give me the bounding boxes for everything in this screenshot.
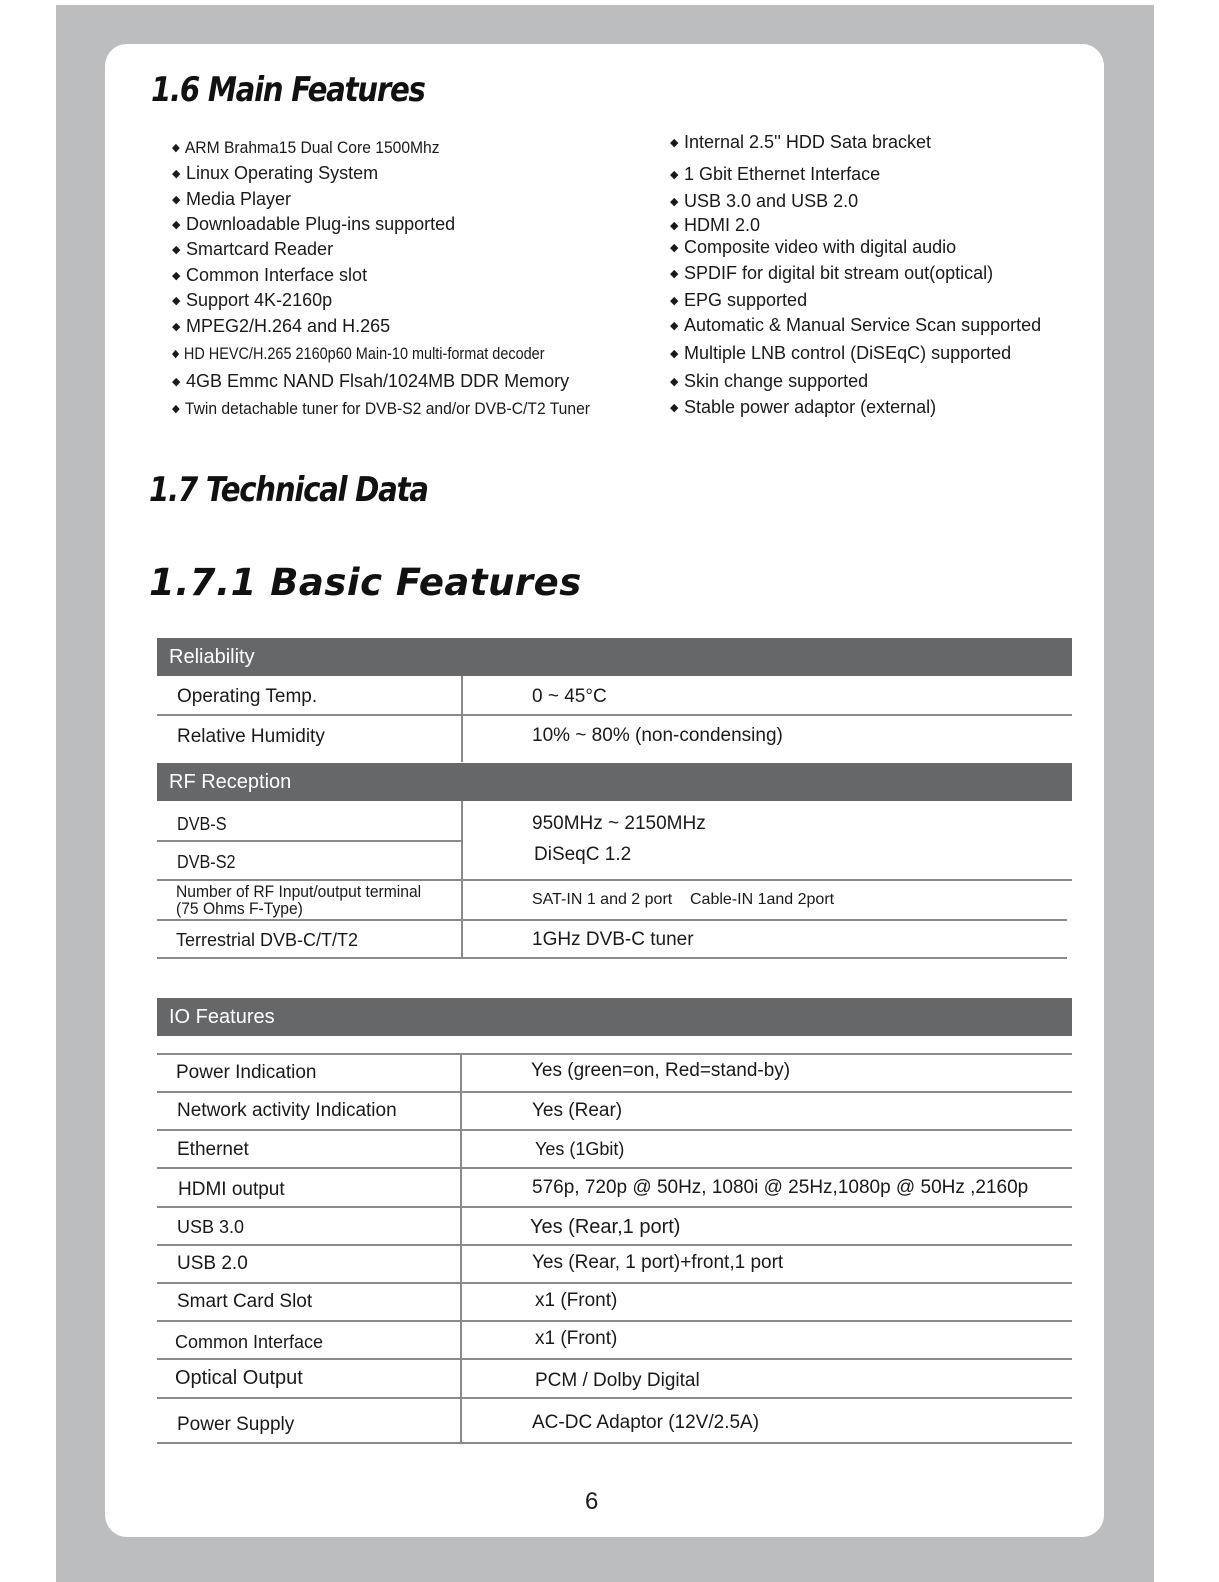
rf-terminal-label: Number of RF Input/output terminal (75 Ohms F-Type): [176, 882, 422, 918]
table-row: [157, 1131, 1072, 1169]
row-divider: [157, 840, 462, 842]
row-value: Yes (Rear,1 port): [530, 1216, 681, 1238]
row-label: Optical Output: [175, 1367, 303, 1389]
row-label: Common Interface: [175, 1332, 324, 1352]
bullet-icon: ◆: [172, 376, 181, 388]
table-row: [157, 1360, 1072, 1399]
row-value: 10% ~ 80% (non-condensing): [532, 725, 783, 746]
terrestrial-value: 1GHz DVB-C tuner: [532, 929, 694, 950]
bullet-icon: ◆: [670, 376, 679, 388]
list-item: ◆ Smartcard Reader: [172, 239, 334, 259]
page-number: 6: [585, 1488, 599, 1515]
list-item: ◆ Common Interface slot: [172, 265, 368, 285]
list-item: ◆ ARM Brahma15 Dual Core 1500Mhz: [172, 138, 440, 157]
main-features-title: 1.6 Main Features: [151, 70, 425, 110]
bullet-icon: ◆: [670, 196, 679, 208]
terrestrial-label: Terrestrial DVB-C/T/T2: [176, 930, 359, 950]
column-divider: [461, 801, 463, 959]
bullet-icon: ◆: [172, 168, 181, 180]
row-value: Yes (Rear, 1 port)+front,1 port: [532, 1252, 784, 1273]
list-item: ◆ HD HEVC/H.265 2160p60 Main-10 multi-format decoder: [172, 344, 545, 363]
diseqc-value: DiSeqC 1.2: [534, 844, 632, 865]
list-item: ◆ MPEG2/H.264 and H.265: [172, 316, 391, 336]
table-row: [157, 1055, 1072, 1093]
bullet-icon: ◆: [670, 220, 679, 232]
row-label: Relative Humidity: [177, 726, 325, 747]
row-label: Power Indication: [176, 1062, 317, 1083]
table-row: [157, 1322, 1072, 1360]
row-divider: [157, 879, 1072, 881]
row-value: 576p, 720p @ 50Hz, 1080i @ 25Hz,1080p @ 50Hz ,2160p: [532, 1177, 1029, 1198]
table-row: [157, 1208, 1072, 1246]
row-divider: [157, 919, 1067, 921]
list-item: ◆ SPDIF for digital bit stream out(optical): [670, 263, 994, 283]
bullet-icon: ◆: [172, 219, 181, 231]
list-item: ◆ Twin detachable tuner for DVB-S2 and/or DVB-C/T2 Tuner: [172, 399, 590, 418]
row-label: Power Supply: [177, 1414, 295, 1435]
bullet-icon: ◆: [670, 242, 679, 254]
list-item: ◆ Support 4K-2160p: [172, 290, 333, 310]
list-item: ◆ Automatic & Manual Service Scan supported: [670, 315, 1042, 335]
row-value: x1 (Front): [535, 1290, 618, 1311]
list-item: ◆ EPG supported: [670, 290, 808, 310]
list-item: ◆ Internal 2.5'' HDD Sata bracket: [670, 132, 931, 152]
list-item: ◆ USB 3.0 and USB 2.0: [670, 191, 859, 211]
bullet-icon: ◆: [670, 348, 679, 360]
dvb-s2-label: DVB-S2: [177, 852, 236, 872]
table-row: [157, 1093, 1072, 1131]
column-divider: [461, 676, 463, 762]
bullet-icon: ◆: [172, 295, 181, 307]
list-item: ◆ Stable power adaptor (external): [670, 397, 937, 417]
row-value: Yes (green=on, Red=stand-by): [531, 1060, 791, 1081]
row-value: Yes (1Gbit): [535, 1139, 625, 1159]
table-row: [157, 1169, 1072, 1208]
bullet-icon: ◆: [670, 169, 679, 181]
row-label: USB 3.0: [177, 1217, 245, 1237]
basic-features-title: 1.7.1 Basic Features: [149, 561, 582, 604]
bullet-icon: ◆: [172, 321, 181, 333]
frequency-value: 950MHz ~ 2150MHz: [532, 813, 706, 834]
bullet-icon: ◆: [172, 142, 180, 154]
row-value: AC-DC Adaptor (12V/2.5A): [532, 1412, 760, 1433]
row-value: Yes (Rear): [532, 1100, 623, 1121]
row-label: USB 2.0: [177, 1253, 248, 1274]
table-row: [157, 1284, 1072, 1322]
list-item: ◆ Skin change supported: [670, 371, 869, 391]
table-row: [157, 1399, 1072, 1444]
list-item: ◆ Media Player: [172, 189, 292, 209]
bullet-icon: ◆: [670, 137, 679, 149]
row-value: x1 (Front): [535, 1328, 618, 1349]
bullet-icon: ◆: [670, 320, 679, 332]
table-row: [157, 676, 1072, 716]
bullet-icon: ◆: [670, 295, 679, 307]
bullet-icon: ◆: [172, 403, 180, 415]
row-label: Operating Temp.: [177, 686, 318, 707]
row-label: Ethernet: [177, 1139, 249, 1160]
list-item: ◆ HDMI 2.0: [670, 215, 761, 235]
io-features-header: IO Features: [157, 998, 1072, 1036]
dvb-s-label: DVB-S: [177, 814, 227, 834]
reliability-header: Reliability: [157, 638, 1072, 676]
bullet-icon: ◆: [172, 270, 181, 282]
row-value: PCM / Dolby Digital: [535, 1370, 700, 1391]
list-item: ◆ 1 Gbit Ethernet Interface: [670, 164, 881, 184]
bullet-icon: ◆: [670, 402, 679, 414]
table-row: [157, 1246, 1072, 1284]
list-item: ◆ 4GB Emmc NAND Flsah/1024MB DDR Memory: [172, 371, 570, 391]
rf-reception-header: RF Reception: [157, 763, 1072, 801]
list-item: ◆ Multiple LNB control (DiSEqC) supported: [670, 343, 1012, 363]
row-label: Network activity Indication: [177, 1100, 397, 1121]
row-divider: [157, 957, 1067, 959]
bullet-icon: ◆: [172, 348, 180, 360]
table-row: [157, 716, 1072, 762]
row-value: 0 ~ 45°C: [532, 686, 607, 707]
row-label: Smart Card Slot: [177, 1291, 313, 1312]
bullet-icon: ◆: [172, 244, 181, 256]
row-label: HDMI output: [178, 1179, 285, 1200]
list-item: ◆ Linux Operating System: [172, 163, 379, 183]
list-item: ◆ Composite video with digital audio: [670, 237, 957, 257]
rf-terminal-value: SAT-IN 1 and 2 port Cable-IN 1and 2port: [532, 891, 835, 908]
bullet-icon: ◆: [670, 268, 679, 280]
technical-data-title: 1.7 Technical Data: [149, 470, 428, 510]
list-item: ◆ Downloadable Plug-ins supported: [172, 214, 456, 234]
bullet-icon: ◆: [172, 194, 181, 206]
